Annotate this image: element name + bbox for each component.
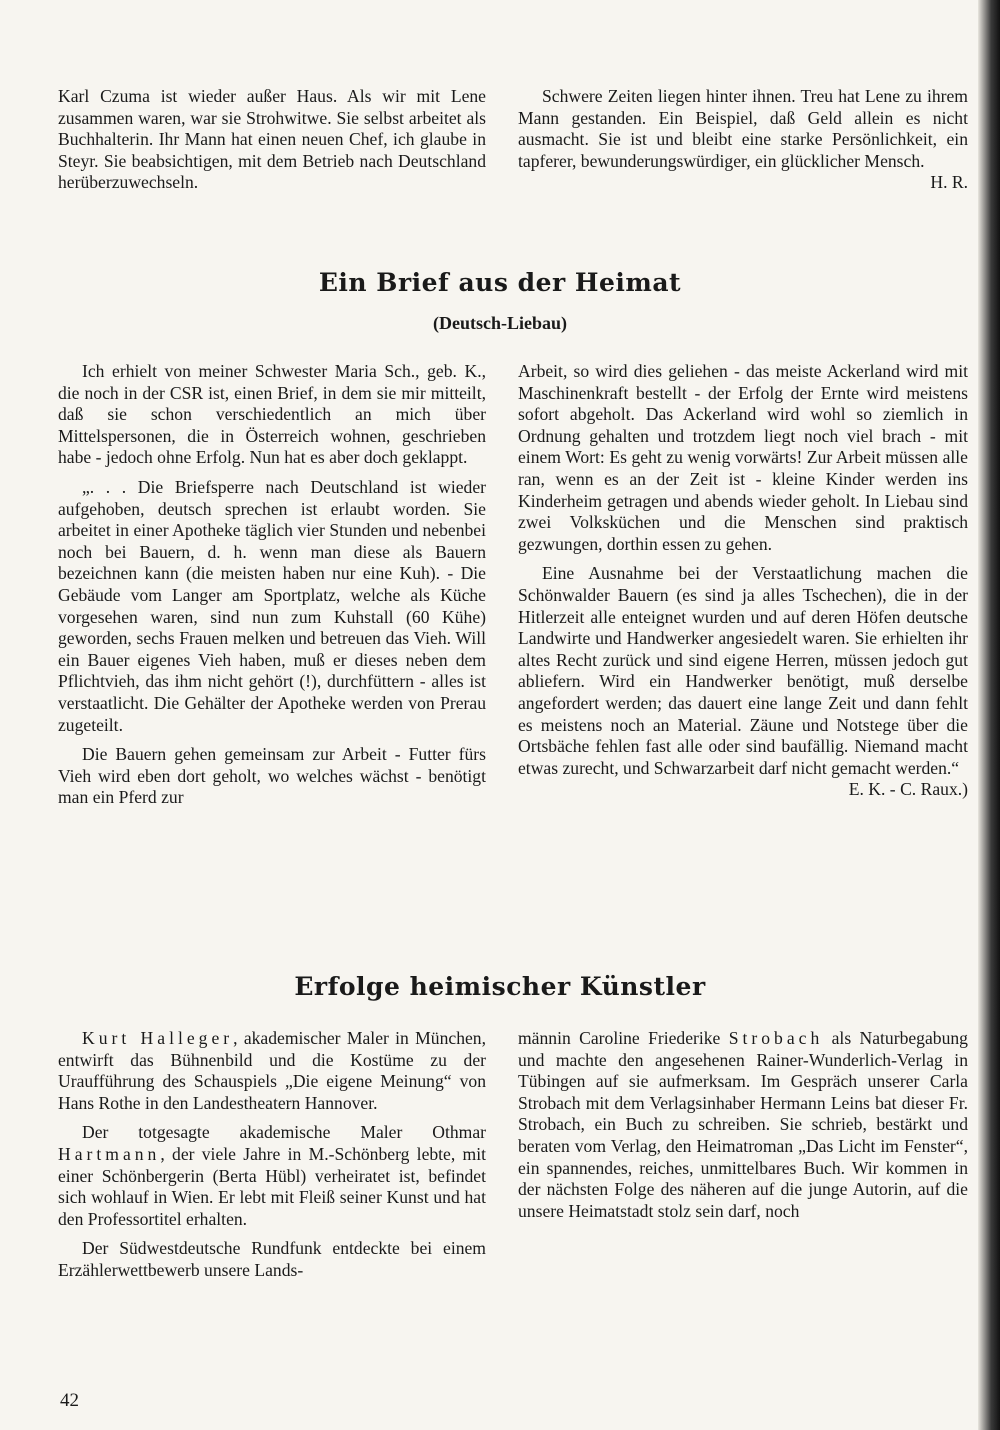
top-right-text: Schwere Zeiten liegen hinter ihnen. Treu hat Lene zu ihrem Mann gestanden. Ein Beispiel, daß Geld allein es nicht ausmacht. Sie ist und bleibt eine starke Persönlichkeit, ein tapferer, bewunderungswürdiger, ein glücklicher Mensch. xyxy=(518,86,968,171)
brief-left-paragraph: Ich erhielt von meiner Schwester Maria Sch., geb. K., die noch in der CSR ist, einen Brief, in dem sie mir mitteilt, daß sie schon verschiedentlich an mich über Mittelspersonen, die in Österreich wohnen, geschrieben habe - jedoch ohne Erfolg. Nun hat es aber doch geklappt. xyxy=(58,361,486,468)
top-left-column xyxy=(58,86,486,202)
brief-title: Ein Brief aus der Heimat xyxy=(318,268,682,297)
brief-subtitle: (Deutsch-Liebau) xyxy=(433,313,567,333)
page-edge-shadow xyxy=(978,0,1000,1430)
kuenstler-left-text: , akademischer Maler in München, entwirft das Bühnenbild und die Kostüme zu der Uraufführung des Schauspiels „Die eigene Meinung“ von Hans Rothe in den Landestheatern Hannover. xyxy=(58,1028,486,1113)
kuenstler-left-column xyxy=(58,1028,486,1290)
kuenstler-right-column xyxy=(518,1028,968,1230)
brief-right-paragraph: Arbeit, so wird dies geliehen - das meiste Ackerland wird mit Maschinenkraft bestellt - der Erfolg der Ernte wird meistens sofort abgeholt. Das Ackerland wird wohl so ziemlich in Ordnung gehalten und trotzdem liegt noch viel brach - mit einem Wort: Es geht zu wenig vorwärts! Zur Arbeit müssen alle ran, wenn es an der Zeit ist - kleine Kinder werden ins Kinderheim getragen und abends wieder geholt. In Liebau sind zwei Volksküchen und die Menschen sind praktisch gezwungen, dorthin essen zu gehen. xyxy=(518,361,968,554)
kuenstler-left-paragraph xyxy=(58,1028,486,1114)
brief-right-column xyxy=(518,361,968,801)
brief-signature: E. K. - C. Raux.) xyxy=(848,779,968,800)
top-left-paragraph: Karl Czuma ist wieder außer Haus. Als wir mit Lene zusammen waren, war sie Strohwitwe. Sie selbst arbeitet als Buchhalterin. Ihr Mann hat einen neuen Chef, ich glaube in Steyr. Sie beabsichtigen, mit dem Betrieb nach Deutschland herüberzuwechseln. xyxy=(58,86,486,193)
top-right-column xyxy=(518,86,968,194)
top-right-paragraph xyxy=(518,86,968,193)
kuenstler-right-text: männin Caroline Friederike xyxy=(518,1028,729,1048)
kuenstler-title: Erfolge heimischer Künstler xyxy=(294,972,706,1001)
kuenstler-left-paragraph xyxy=(58,1122,486,1230)
brief-right-text: Eine Ausnahme bei der Verstaatlichung machen die Schönwalder Bauern (es sind ja alles Tschechen), die in der Hitlerzeit alle enteignet wurden und auf deren Höfen deutsche Landwirte und Handwerker angesiedelt waren. Sie erhielten ihr altes Recht zurück und sind eigene Herren, müssen jedoch gut abliefern. Wird ein Handwerker benötigt, muß derselbe angefordert werden; das dauert eine lange Zeit und dann fehlt es meistens noch an Material. Zäune und Notstege über die Ortsbäche fehlen fast alle oder sind baufällig. Niemand macht etwas zurecht, und Schwarzarbeit darf nicht gemacht werden.“ xyxy=(518,563,968,778)
kuenstler-left-paragraph: Der Südwestdeutsche Rundfunk entdeckte bei einem Erzählerwettbewerb unsere Lands- xyxy=(58,1238,486,1280)
brief-right-paragraph xyxy=(518,563,968,800)
brief-left-paragraph: Die Bauern gehen gemeinsam zur Arbeit - Futter fürs Vieh wird eben dort geholt, wo welches wächst - benötigt man ein Pferd zur xyxy=(58,744,486,808)
kuenstler-right-paragraph xyxy=(518,1028,968,1222)
person-name-hartmann: Hartmann xyxy=(58,1143,161,1164)
brief-left-column xyxy=(58,361,486,817)
top-right-signature: H. R. xyxy=(930,172,968,193)
person-name-strobach: Strobach xyxy=(728,1028,824,1048)
person-name-halleger: Kurt Halleger xyxy=(82,1028,234,1048)
brief-left-paragraph: „. . . Die Briefsperre nach Deutschland ist wieder aufgehoben, deutsch sprechen ist erlaubt worden. Sie arbeitet in einer Apotheke täglich vier Stunden und nebenbei noch bei Bauern, d. h. wenn man diese als Bauern bezeichnen kann (die meisten haben nur eine Kuh). - Die Gebäude vom Langer am Sportplatz, welche als Küche vorgesehen waren, sind nun zum Kuhstall (60 Kühe) geworden, sechs Frauen melken und betreuen das Vieh. Will ein Bauer eigenes Vieh haben, muß er dieses neben dem Pflichtvieh, das ihm nicht gehört (!), durchfüttern - alles ist verstaatlicht. Die Gehälter der Apotheke werden von Prerau zugeteilt. xyxy=(58,476,486,735)
kuenstler-left-text: , der viele Jahre in M.-Schönberg lebte, mit einer Schönbergerin (Berta Hübl) verheiratet ist, befindet sich wohlauf in Wien. Er lebt mit Fleiß seiner Kunst und hat den Professortitel erhalten. xyxy=(58,1143,486,1229)
page-number: 42 xyxy=(60,1390,79,1411)
kuenstler-right-text: als Naturbegabung und machte den angesehenen Rainer-Wunderlich-Verlag in Tübingen auf sie aufmerksam. Im Gespräch unserer Carla Strobach mit dem Verlagsinhaber Hermann Leins bat dieser Fr. Strobach, ein Buch zu schreiben. Sie schrieb, bestärkt und beraten vom Verlag, den Heimatroman „Das Licht im Fenster“, ein spannendes, reiches, unmittelbares Buch. Wir kommen in der nächsten Folge des näheren auf die junge Autorin, auf die unsere Heimatstadt stolz sein darf, noch xyxy=(518,1028,968,1221)
kuenstler-left-text: Der totgesagte akademische Maler Othmar xyxy=(82,1122,486,1143)
